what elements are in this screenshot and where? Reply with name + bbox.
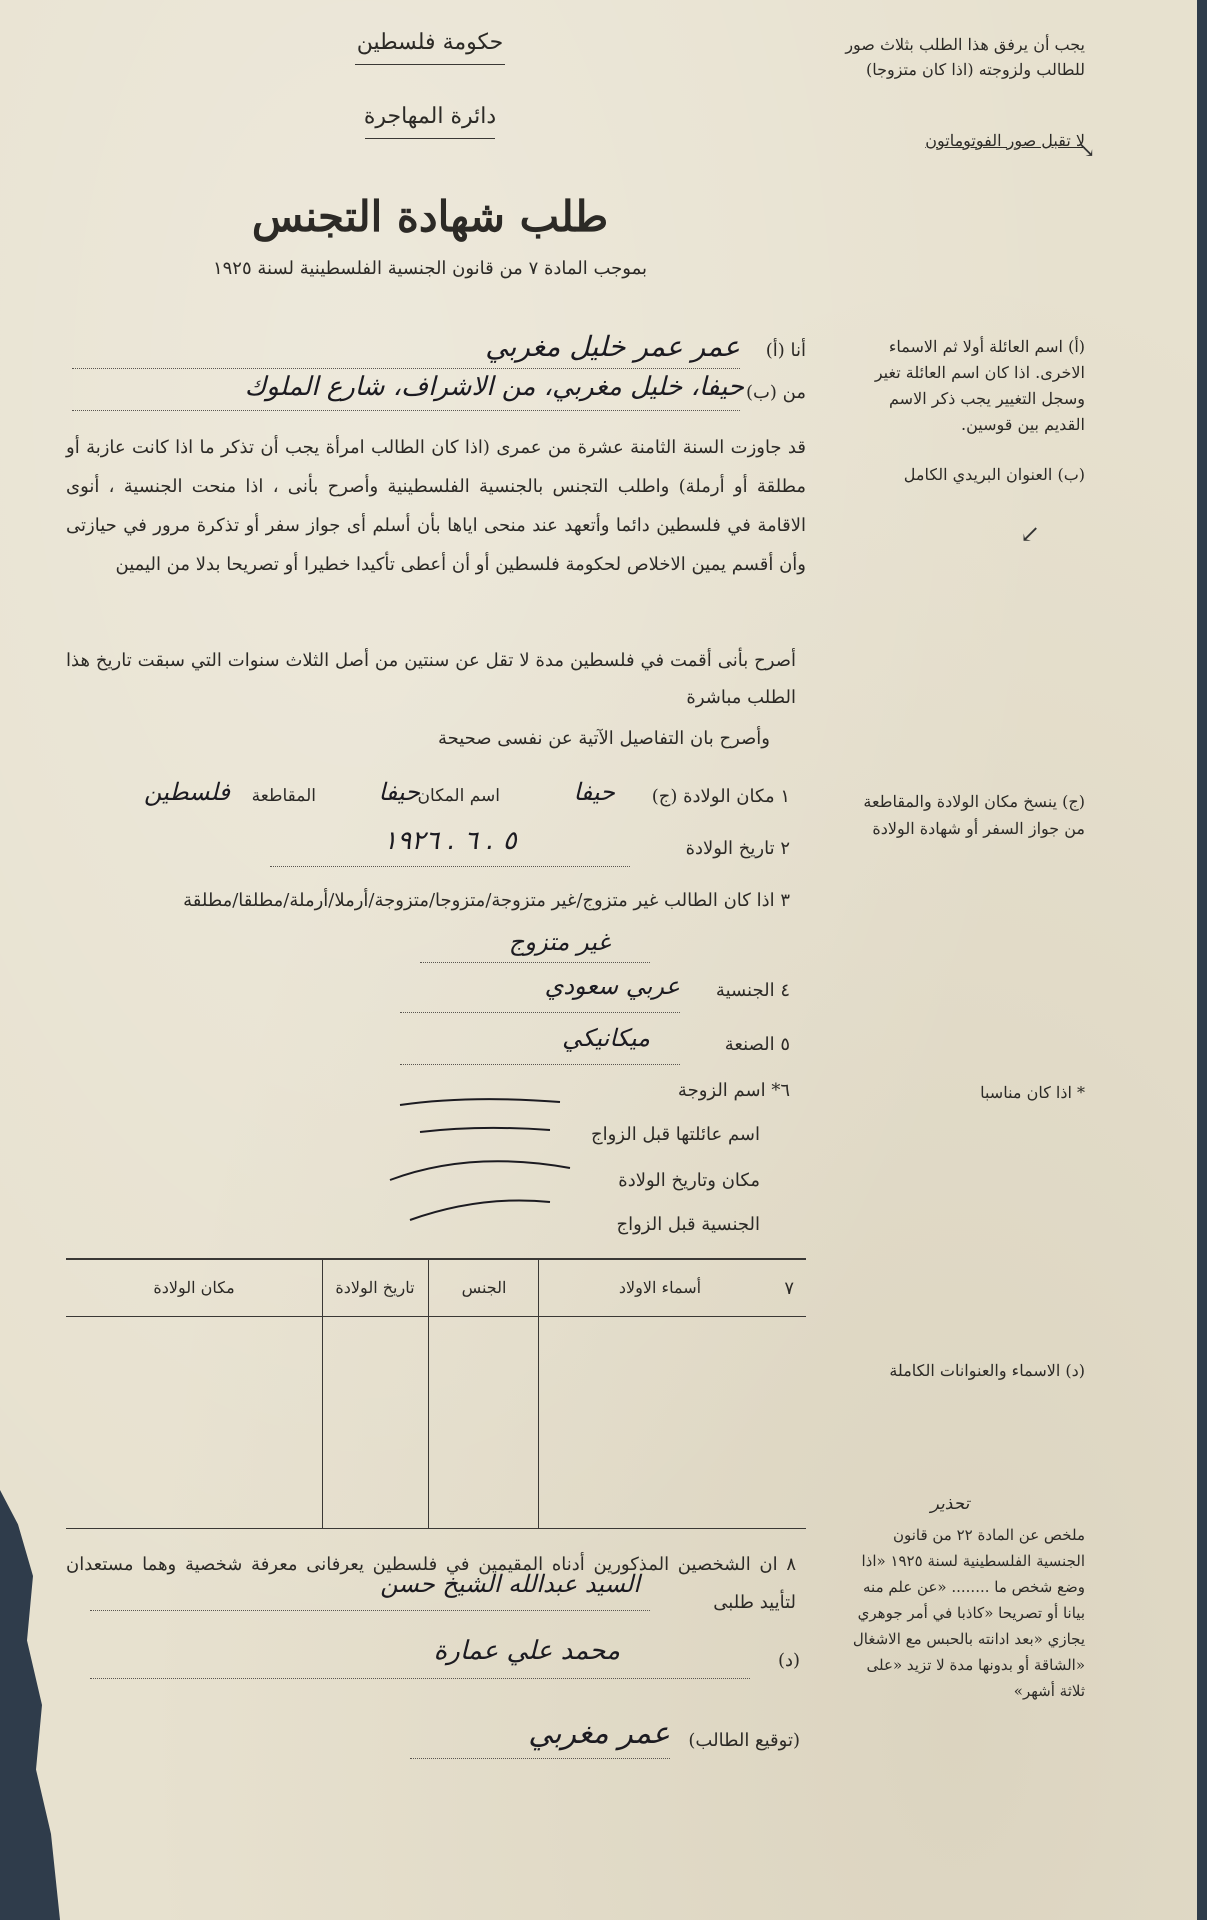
signature-label: (توقيع الطالب) [688,1730,800,1751]
arrow-icon: ↙ [1020,520,1041,548]
referees-paragraph: ٨ ان الشخصين المذكورين أدناه المقيمين في فلسطين يعرفانى معرفة شخصية وهما مستعدان لتأييد طلبى [66,1554,796,1613]
table-bottom-border [66,1528,806,1529]
underline-dept [365,138,495,139]
note-star: * اذا كان مناسبا [980,1083,1085,1102]
wife-name-label: ٦* اسم الزوجة [677,1080,790,1101]
district-value: فلسطين [143,778,230,806]
dots-4 [400,1012,680,1013]
crossed-out-strokes [380,1090,580,1240]
table-number: ٧ [784,1278,794,1299]
table-col-divider [428,1258,429,1528]
warning-title: تحذير [930,1494,970,1514]
marital-status-value: غير متزوج [508,928,610,956]
label-a: أنا (أ) [765,340,806,361]
dots-ref2 [90,1678,750,1679]
marital-status-label: ٣ اذا كان الطالب غير متزوج/غير متزوجة/متزوجا/متزوجة/أرملا/أرملة/مطلقا/مطلقة [183,890,790,911]
dots-2 [270,866,630,867]
dots-ref1 [90,1610,650,1611]
label-b: من (ب) [745,382,806,403]
note-photos: يجب أن يرفق هذا الطلب بثلاث صور للطالب ولزوجته (اذا كان متزوجا) [845,35,1085,79]
place-name-label: اسم المكان [417,786,500,806]
underline-gov [355,64,505,65]
dots-5 [400,1064,680,1065]
department-heading: دائرة المهاجرة [363,104,497,129]
residence-paragraph: أصرح بأنى أقمت في فلسطين مدة لا تقل عن سنتين من أصل الثلاث سنوات التي سبقت تاريخ هذا الطلب مباشرة [66,650,796,708]
birth-date-label: ٢ تاريخ الولادة [685,838,790,859]
referee-2-value: محمد علي عمارة [433,1636,620,1666]
warning-text: ملخص عن المادة ٢٢ من قانون الجنسية الفلسطينية لسنة ١٩٢٥ «اذا وضع شخص ما ........ «عن علم منه بيانا أو تصريحا «كاذبا في أمر جوهري يجازي «بعد ادانته بالحبس مع الاشغال «الشاقة أو بدونها مدة لا تزيد «على ثلاثة أشهر» [852,1526,1085,1700]
arrow-icon: ↘ [1077,138,1096,163]
table-header-border [66,1316,806,1317]
details-intro: وأصرح بان التفاصيل الآتية عن نفسى صحيحة [437,728,770,749]
form-subtitle: بموجب المادة ٧ من قانون الجنسية الفلسطينية لسنة ١٩٢٥ [212,258,648,279]
dots-b [72,410,740,411]
dots-a [72,368,740,369]
note-no-automatic: لا تقبل صور الفوتوماتون [925,131,1085,150]
table-header-children: أسماء الاولاد [618,1278,702,1297]
dots-3 [420,962,650,963]
birth-place-label: ١ مكان الولادة (ج) [651,786,790,807]
dots-signature [410,1758,670,1759]
place-name-value: حيفا [378,778,420,806]
district-label: المقاطعة [251,786,316,806]
table-header-gender: الجنس [461,1278,507,1297]
table-header-birthdate: تاريخ الولادة [335,1278,415,1297]
note-a: (أ) اسم العائلة أولا ثم الاسماء الاخرى. اذا كان اسم العائلة تغير وسجل التغيير يجب ذكر الاسم القديم بين قوسين. [874,337,1085,434]
declaration-paragraph: قد جاوزت السنة الثامنة عشرة من عمرى (اذا كان الطالب امرأة يجب أن تذكر ما اذا كانت عازبة أو مطلقة أو أرملة) واطلب التجنس بالجنسية الفلسطينية وأصرح بأنى ، اذا منحت الجنسية ، أنوى الاقامة في فلسطين دائما وأتعهد عند منحى اياها بأن أسلم أى جواز سفر أو تذكرة مرور في حيازتى وأن أقسم يمين الاخلاص لحكومة فلسطين أو أن أعطى تأكيدا خطيرا أو تصريحا بدلا من اليمين [66,437,806,575]
scan-edge [1197,0,1207,1920]
referee-1-value: السيد عبدالله الشيخ حسن [380,1570,640,1598]
referee-2-label: (د) [777,1650,800,1671]
occupation-label: ٥ الصنعة [724,1034,790,1055]
government-heading: حكومة فلسطين [356,30,504,55]
note-c: (ج) ينسخ مكان الولادة والمقاطعة من جواز السفر أو شهادة الولادة [863,792,1085,838]
applicant-name: عمر عمر خليل مغربي [485,330,740,363]
table-col-divider [538,1258,539,1528]
applicant-signature: عمر مغربي [528,1716,670,1751]
applicant-address: حيفا، خليل مغربي، من الاشراف، شارع الملوك [244,372,744,402]
note-d: (د) الاسماء والعنوانات الكاملة [889,1361,1085,1380]
note-b: (ب) العنوان البريدي الكامل [903,465,1085,484]
nationality-value: عربي سعودي [544,972,680,1000]
birth-place-value: حيفا [573,778,615,806]
occupation-value: ميكانيكي [562,1024,650,1052]
form-title: طلب شهادة التجنس [251,192,609,241]
nationality-label: ٤ الجنسية [715,980,790,1001]
wife-family-label: اسم عائلتها قبل الزواج [590,1124,760,1145]
table-top-border [66,1258,806,1260]
table-header-birthplace: مكان الولادة [153,1278,235,1297]
wife-birth-label: مكان وتاريخ الولادة [618,1170,760,1191]
wife-nationality-label: الجنسية قبل الزواج [616,1214,760,1235]
table-col-divider [322,1258,323,1528]
birth-date-value: ٥ . ٦ . ١٩٢٦ [383,826,517,856]
